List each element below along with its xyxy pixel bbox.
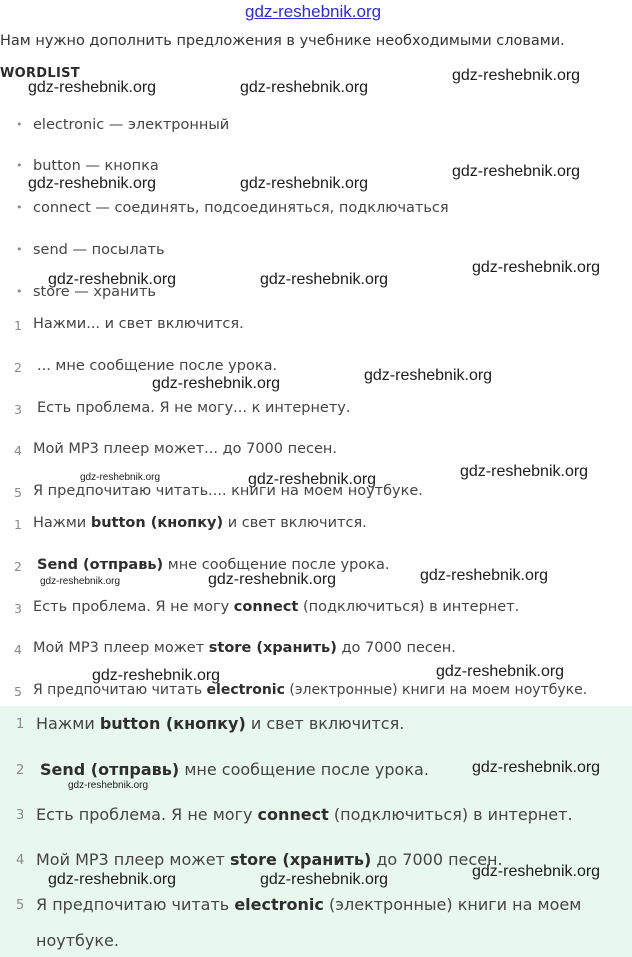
watermark-text: gdz-reshebnik.org — [240, 79, 369, 96]
wordlist-heading: WORDLIST — [0, 66, 80, 81]
question-number: 1 — [14, 318, 22, 333]
question-text: Я предпочитаю читать.... книги на моем ноутбуке. — [33, 483, 423, 499]
watermark-text: gdz-reshebnik.org — [260, 871, 389, 888]
answer-text: Send (отправь) мне сообщение после урока. — [37, 557, 390, 573]
answer-number: 2 — [14, 559, 22, 574]
watermark-text: gdz-reshebnik.org — [208, 571, 337, 588]
intro-text: Нам нужно дополнить предложения в учебнике необходимыми словами. — [0, 33, 565, 49]
watermark-text: gdz-reshebnik.org — [472, 863, 601, 880]
watermark-text: gdz-reshebnik.org — [364, 367, 493, 384]
question-number: 5 — [14, 485, 22, 500]
answer-text: Нажми button (кнопку) и свет включится. — [33, 515, 367, 531]
watermark-text: gdz-reshebnik.org — [472, 259, 601, 276]
question-text: ... мне сообщение после урока. — [37, 358, 278, 374]
question-number: 4 — [14, 443, 22, 458]
answer-text-continuation: ноутбуке. — [36, 931, 119, 950]
watermark-text: gdz-reshebnik.org — [436, 663, 565, 680]
watermark-link[interactable]: gdz-reshebnik.org — [245, 2, 382, 21]
question-text: Мой MP3 плеер может... до 7000 песен. — [33, 441, 337, 457]
wordlist-item: • connect — соединять, подсоединяться, подключаться — [33, 200, 449, 216]
answer-highlight-box — [0, 706, 632, 957]
watermark-text: gdz-reshebnik.org — [28, 79, 157, 96]
watermark-text: gdz-reshebnik.org — [80, 472, 161, 483]
answer-keyword: button (кнопку) — [99, 714, 246, 733]
answer-number: 5 — [16, 898, 25, 913]
answer-text: Я предпочитаю читать electronic (электронные) книги на моем ноутбуке. — [33, 682, 588, 698]
watermark-text: gdz-reshebnik.org — [48, 271, 177, 288]
wordlist-item: • store — хранить — [33, 284, 156, 300]
watermark-text: gdz-reshebnik.org — [240, 175, 369, 192]
answer-text: Нажми button (кнопку) и свет включится. — [36, 714, 405, 733]
wordlist-item: • electronic — электронный — [33, 117, 229, 133]
question-number: 2 — [14, 360, 22, 375]
answer-number: 4 — [14, 642, 22, 657]
answer-number: 1 — [14, 517, 22, 532]
watermark-text: gdz-reshebnik.org — [68, 780, 149, 791]
watermark-text: gdz-reshebnik.org — [460, 463, 589, 480]
watermark-text: gdz-reshebnik.org — [28, 175, 157, 192]
answer-keyword: store (хранить) — [208, 640, 337, 656]
answer-number: 4 — [16, 853, 25, 868]
answer-number: 3 — [14, 601, 22, 616]
answer-keyword: Send (отправь) — [40, 760, 180, 779]
answer-number: 5 — [14, 684, 22, 699]
question-text: Есть проблема. Я не могу... к интернету. — [37, 400, 351, 416]
question-text: Нажми... и свет включится. — [33, 316, 244, 332]
watermark-text: gdz-reshebnik.org — [48, 871, 177, 888]
answer-keyword: connect — [257, 805, 329, 824]
watermark-text: gdz-reshebnik.org — [452, 163, 581, 180]
watermark-text: gdz-reshebnik.org — [260, 271, 389, 288]
answer-keyword: electronic — [206, 682, 285, 698]
watermark-text: gdz-reshebnik.org — [40, 576, 121, 587]
watermark-text: gdz-reshebnik.org — [152, 375, 281, 392]
answer-text: Мой MP3 плеер может store (хранить) до 7000 песен. — [33, 640, 456, 656]
answer-text: Есть проблема. Я не могу connect (подключиться) в интернет. — [33, 599, 520, 615]
watermark-text: gdz-reshebnik.org — [248, 471, 377, 488]
answer-keyword: connect — [233, 599, 299, 615]
answer-text: Есть проблема. Я не могу connect (подключиться) в интернет. — [36, 805, 573, 824]
answer-keyword: store (хранить) — [229, 850, 372, 869]
watermark-text: gdz-reshebnik.org — [92, 667, 221, 684]
answer-number: 1 — [16, 717, 25, 732]
answer-number: 3 — [16, 808, 25, 823]
answer-text: Я предпочитаю читать electronic (электронные) книги на моем — [36, 895, 582, 914]
answer-number: 2 — [16, 763, 25, 778]
answer-text: Мой MP3 плеер может store (хранить) до 7000 песен. — [36, 850, 503, 869]
answer-keyword: button (кнопку) — [90, 515, 224, 531]
answer-keyword: Send (отправь) — [37, 557, 164, 573]
wordlist-item: • send — посылать — [33, 242, 165, 258]
wordlist-item: • button — кнопка — [33, 158, 159, 174]
watermark-text: gdz-reshebnik.org — [472, 759, 601, 776]
question-number: 3 — [14, 402, 22, 417]
answer-text: Send (отправь) мне сообщение после урока. — [40, 760, 429, 779]
watermark-text: gdz-reshebnik.org — [420, 567, 549, 584]
watermark-text: gdz-reshebnik.org — [452, 67, 581, 84]
answer-keyword: electronic — [234, 895, 324, 914]
